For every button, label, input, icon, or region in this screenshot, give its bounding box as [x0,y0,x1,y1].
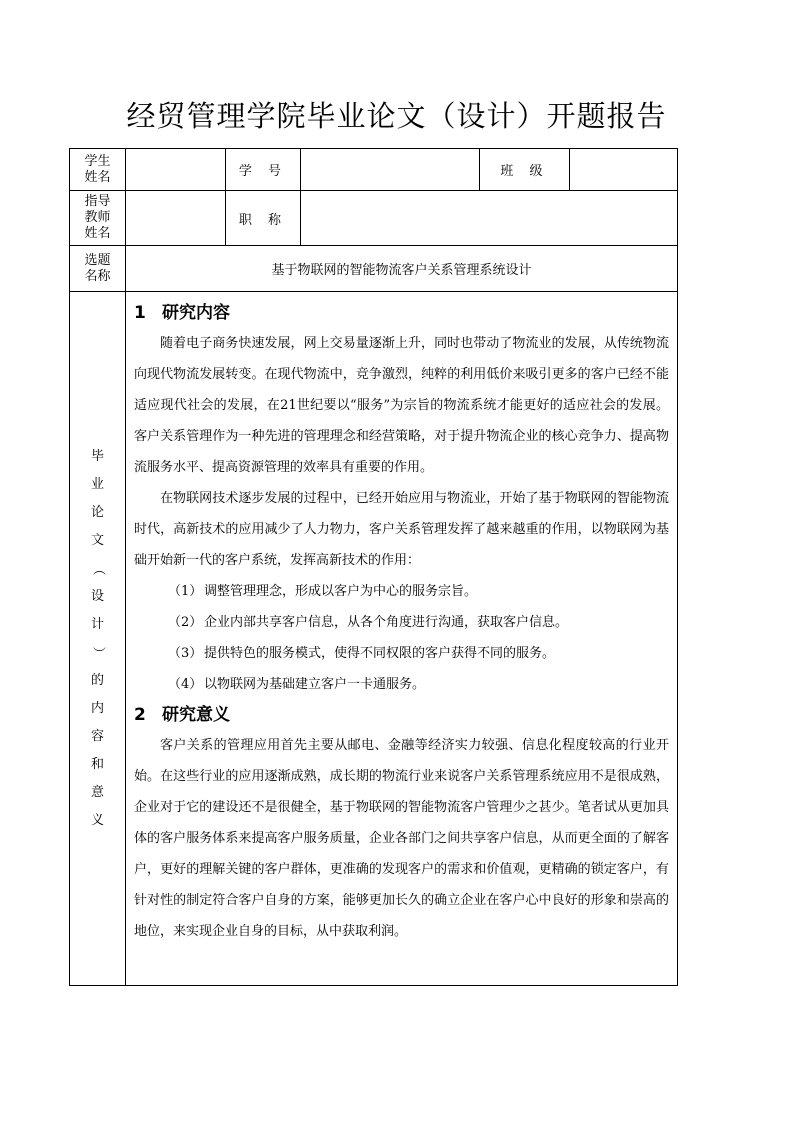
proposal-form-table [69,148,678,986]
advisor-title-field[interactable] [301,191,678,246]
section-1-heading: 1 研究内容 [134,303,230,323]
content-side-label: 毕 业 论 文 （ 设 计 ） 的 内 容 和 意 义 [70,292,126,986]
class-label: 班 级 [480,149,570,191]
student-name-label: 学生 姓名 [70,149,126,191]
list-item: （4） 以物联网为基础建立客户一卡通服务。 [168,677,426,692]
student-name-field[interactable] [126,149,226,191]
student-id-field[interactable] [301,149,480,191]
row-content [70,292,678,986]
advisor-title-label: 职 称 [226,191,301,246]
topic-value[interactable]: 基于物联网的智能物流客户关系管理系统设计 [126,246,678,292]
class-field[interactable] [570,149,678,191]
section-2-paragraph-1: 客户关系的管理应用首先主要从邮电、金融等经济实力较强、信息化程度较高的行业开始。在这些行业的应用逐渐成熟，成长期的物流行业来说客户关系管理系统应用不是很成熟，企业对于它的建设还不是很健全，基于物联网的智能物流客户管理少之甚少。笔者试从更加具体的客户服务体系来提高客户服务质量，企业各部门之间共享客户信息，从而更全面的了解客户，更好的理解关键的客户群体，更准确的发现客户的需求和价值观，更精确的锁定客户，有针对性的制定符合客户自身的方案，能够更加长久的确立企业在客户心中良好的形象和崇高的地位，来实现企业自身的目标，从中获取利润。 [134,738,669,939]
row-advisor [70,191,678,246]
content-body [126,292,678,986]
topic-label: 选题 名称 [70,246,126,292]
page-title: 经贸管理学院毕业论文（设计）开题报告 [126,99,667,133]
list-item: （1） 调整管理理念，形成以客户为中心的服务宗旨。 [168,584,478,599]
advisor-name-field[interactable] [126,191,226,246]
list-item: （2） 企业内部共享客户信息，从各个角度进行沟通，获取客户信息。 [168,615,569,630]
section-2-heading: 2 研究意义 [134,705,230,725]
advisor-name-label: 指导 教师 姓名 [70,191,126,246]
section-1-paragraph-1: 随着电子商务快速发展，网上交易量逐渐上升，同时也带动了物流业的发展，从传统物流向现代物流发展转变。在现代物流中，竞争激烈，纯粹的利用低价来吸引更多的客户已经不能适应现代社会的发展，在21世纪要以“服务”为宗旨的物流系统才能更好的适应社会的发展。客户关系管理作为一种先进的管理理念和经营策略，对于提升物流企业的核心竞争力、提高物流服务水平、提高资源管理的效率具有重要的作用。 [134,336,669,475]
list-item: （3） 提供特色的服务模式，使得不同权限的客户获得不同的服务。 [168,646,556,661]
row-student [70,149,678,191]
section-1-paragraph-2: 在物联网技术逐步发展的过程中，已经开始应用与物流业，开始了基于物联网的智能物流时代，高新技术的应用减少了人力物力，客户关系管理发挥了越来越重的作用，以物联网为基础开始新一代的客户系统，发挥高新技术的作用： [134,491,669,568]
student-id-label: 学 号 [226,149,301,191]
row-topic [70,246,678,292]
